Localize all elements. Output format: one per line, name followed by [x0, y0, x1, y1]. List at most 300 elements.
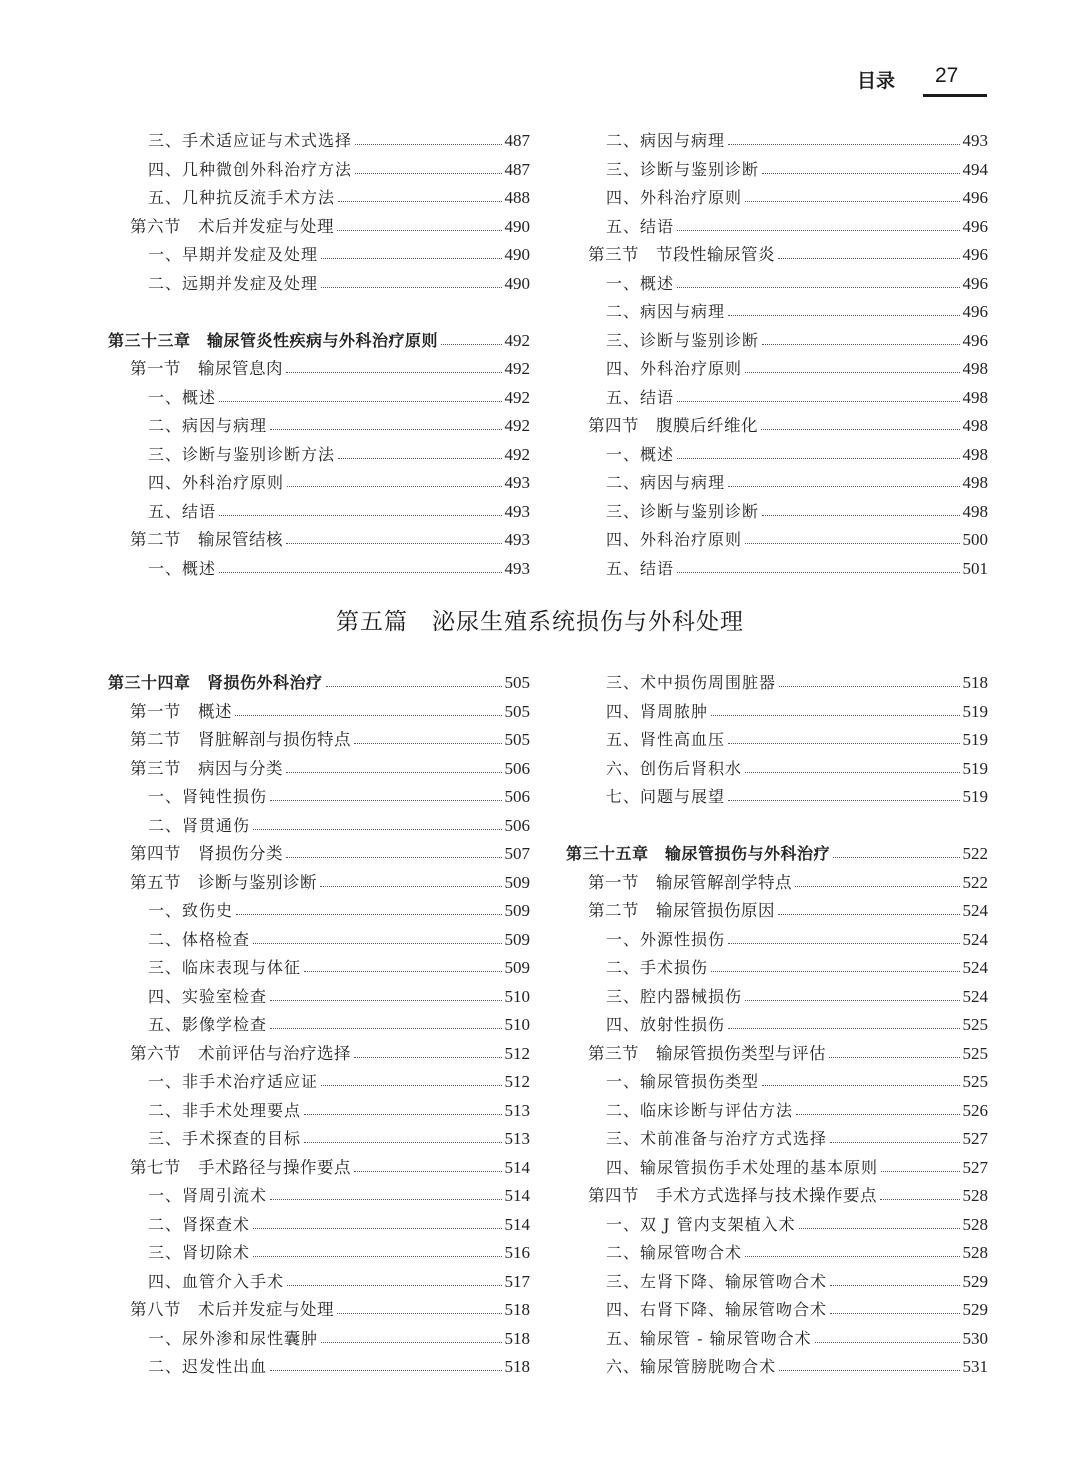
toc-entry-item — [108, 1094, 530, 1122]
dot-leader — [728, 1028, 959, 1029]
dot-leader — [778, 914, 960, 915]
dot-leader — [745, 1256, 959, 1257]
dot-leader — [779, 1370, 959, 1371]
toc-entry-page: 496 — [962, 188, 988, 207]
toc-entry-label: 第一节 概述 — [130, 701, 232, 721]
toc-entry-page: 529 — [962, 1300, 988, 1319]
toc-entry-page: 517 — [504, 1271, 530, 1291]
toc-entry-page: 498 — [962, 473, 988, 492]
toc-entry-section — [108, 352, 530, 380]
toc-entry-label: 第三十五章 输尿管损伤与外科治疗 — [566, 844, 831, 863]
page-number: 27 — [935, 64, 959, 87]
toc-entry-section — [108, 1037, 530, 1065]
dot-leader — [745, 201, 959, 202]
dot-leader — [677, 287, 959, 288]
toc-entry-page: 513 — [504, 1129, 530, 1148]
toc-entry-label: 四、右肾下降、输尿管吻合术 — [606, 1300, 828, 1319]
dot-leader — [321, 287, 501, 288]
toc-entry-section — [108, 210, 530, 238]
toc-entry-page: 518 — [962, 673, 988, 692]
dot-leader — [833, 857, 959, 858]
dot-leader — [677, 401, 959, 402]
toc-entry-item — [566, 381, 988, 409]
dot-leader — [677, 230, 959, 231]
toc-entry-label: 二、迟发性出血 — [148, 1357, 268, 1376]
toc-entry-item — [108, 1065, 530, 1093]
toc-entry-label: 一、尿外渗和尿性囊肿 — [148, 1328, 319, 1348]
toc-entry-label: 第六节 术后并发症与处理 — [130, 216, 334, 236]
dot-leader — [320, 886, 502, 887]
dot-leader — [745, 772, 959, 773]
dot-leader — [830, 1313, 959, 1314]
toc-entry-page: 509 — [504, 958, 530, 977]
toc-entry-page: 522 — [962, 872, 988, 892]
dot-leader — [236, 914, 501, 915]
toc-entry-page: 527 — [962, 1157, 988, 1177]
toc-entry-page: 509 — [504, 901, 530, 920]
toc-entry-label: 六、创伤后肾积水 — [606, 758, 743, 778]
dot-leader — [728, 943, 959, 944]
toc-entry-label: 三、肾切除术 — [148, 1243, 251, 1262]
toc-entry-label: 五、结语 — [606, 216, 675, 236]
toc-entry-item — [108, 466, 530, 494]
toc-entry-section — [108, 1293, 530, 1321]
toc-entry-label: 一、致伤史 — [148, 901, 234, 920]
toc-entry-section — [108, 837, 530, 865]
toc-entry-label: 一、肾周引流术 — [148, 1186, 268, 1205]
toc-entry-section — [566, 866, 988, 894]
toc-entry-page: 528 — [962, 1243, 988, 1262]
toc-entry-page: 501 — [962, 558, 988, 578]
dot-leader — [745, 543, 959, 544]
header-rule — [923, 94, 987, 97]
toc-entry-section — [566, 238, 988, 266]
dot-leader — [880, 1199, 960, 1200]
toc-entry-item — [108, 951, 530, 979]
toc-entry-page: 512 — [504, 1072, 530, 1091]
toc-entry-item — [566, 666, 988, 694]
dot-leader — [270, 1028, 501, 1029]
toc-entry-page: 522 — [962, 844, 988, 863]
toc-entry-label: 五、影像学检查 — [148, 1015, 268, 1034]
toc-entry-item — [566, 1350, 988, 1378]
dot-leader — [219, 401, 501, 402]
toc-entry-label: 三、腔内器械损伤 — [606, 986, 743, 1006]
toc-entry-label: 一、概述 — [606, 273, 675, 293]
toc-entry-label: 四、外科治疗原则 — [606, 359, 743, 378]
toc-entry-section — [566, 1179, 988, 1207]
toc-entry-page: 518 — [504, 1328, 530, 1348]
dot-leader — [337, 230, 502, 231]
toc-entry-item — [566, 210, 988, 238]
dot-leader — [286, 543, 502, 544]
toc-entry-page: 525 — [962, 1072, 988, 1091]
toc-entry-page: 524 — [962, 986, 988, 1006]
toc-entry-item — [108, 894, 530, 922]
dot-leader — [304, 971, 501, 972]
dot-leader — [795, 886, 960, 887]
toc-entry-page: 519 — [962, 730, 988, 749]
toc-entry-item — [566, 324, 988, 352]
toc-entry-label: 二、肾探查术 — [148, 1214, 251, 1234]
toc-entry-page: 492 — [504, 330, 530, 350]
toc-entry-label: 五、结语 — [606, 558, 675, 578]
toc-entry-item — [108, 1236, 530, 1264]
toc-entry-page: 510 — [504, 1015, 530, 1034]
toc-entry-label: 第四节 腹膜后纤维化 — [588, 416, 758, 435]
toc-entry-label: 二、远期并发症及处理 — [148, 273, 319, 293]
toc-entry-label: 三、诊断与鉴别诊断 — [606, 330, 760, 350]
toc-entry-chapter — [108, 324, 530, 352]
toc-entry-label: 二、病因与病理 — [148, 416, 268, 435]
toc-entry-label: 一、肾钝性损伤 — [148, 787, 268, 806]
toc-entry-page: 493 — [504, 530, 530, 549]
toc-entry-item — [108, 1179, 530, 1207]
toc-entry-item — [566, 1208, 988, 1236]
toc-entry-label: 三、诊断与鉴别诊断方法 — [148, 444, 336, 464]
dot-leader — [253, 1256, 501, 1257]
toc-entry-item — [108, 1122, 530, 1150]
dot-leader — [286, 372, 502, 373]
toc-entry-page: 531 — [962, 1357, 988, 1376]
toc-entry-label: 第二节 肾脏解剖与损伤特点 — [130, 730, 351, 749]
dot-leader — [270, 429, 501, 430]
dot-leader — [728, 800, 959, 801]
toc-entry-item — [566, 923, 988, 951]
dot-leader — [354, 1057, 502, 1058]
toc-entry-label: 四、肾周脓肿 — [606, 701, 709, 721]
toc-entry-item — [566, 780, 988, 808]
dot-leader — [815, 1342, 960, 1343]
toc-entry-page: 519 — [962, 758, 988, 778]
dot-leader — [728, 486, 959, 487]
toc-entry-item — [108, 495, 530, 523]
toc-entry-item — [566, 124, 988, 152]
toc-entry-page: 524 — [962, 929, 988, 949]
dot-leader — [235, 715, 502, 716]
toc-entry-page: 525 — [962, 1043, 988, 1063]
page-header — [827, 62, 987, 98]
toc-entry-label: 第一节 输尿管息肉 — [130, 359, 283, 378]
toc-entry-label: 四、外科治疗原则 — [148, 473, 285, 492]
toc-entry-item — [566, 1151, 988, 1179]
dot-leader — [286, 772, 502, 773]
toc-entry-page: 496 — [962, 330, 988, 350]
toc-entry-label: 第三节 病因与分类 — [130, 758, 283, 778]
toc-entry-page: 525 — [962, 1015, 988, 1034]
toc-entry-label: 二、输尿管吻合术 — [606, 1243, 743, 1262]
toc-entry-page: 492 — [504, 416, 530, 435]
toc-entry-item — [566, 552, 988, 580]
toc-entry-item — [108, 980, 530, 1008]
toc-entry-page: 487 — [504, 159, 530, 179]
dot-leader — [762, 173, 959, 174]
toc-entry-label: 三、手术探查的目标 — [148, 1129, 302, 1148]
toc-entry-label: 二、非手术处理要点 — [148, 1100, 302, 1120]
toc-entry-label: 三、左肾下降、输尿管吻合术 — [606, 1271, 828, 1291]
toc-entry-page: 518 — [504, 1357, 530, 1376]
toc-entry-label: 第五节 诊断与鉴别诊断 — [130, 872, 317, 892]
toc-entry-item — [566, 1065, 988, 1093]
dot-leader — [337, 1313, 502, 1314]
toc-entry-item — [566, 1265, 988, 1293]
toc-entry-item — [566, 951, 988, 979]
dot-leader — [711, 715, 959, 716]
toc-entry-label: 四、实验室检查 — [148, 986, 268, 1006]
toc-entry-section — [108, 1151, 530, 1179]
dot-leader — [762, 515, 959, 516]
toc-entry-page: 490 — [504, 273, 530, 293]
dot-leader — [287, 1285, 501, 1286]
toc-entry-label: 四、外科治疗原则 — [606, 188, 743, 207]
toc-entry-page: 518 — [504, 1300, 530, 1319]
toc-column-lower-left — [108, 666, 530, 1386]
toc-entry-page: 490 — [504, 245, 530, 264]
toc-entry-page: 506 — [504, 758, 530, 778]
dot-leader — [761, 429, 960, 430]
dot-leader — [338, 201, 501, 202]
toc-entry-label: 三、临床表现与体征 — [148, 958, 302, 977]
toc-entry-page: 528 — [962, 1186, 988, 1205]
toc-entry-page: 505 — [504, 730, 530, 749]
dot-leader — [355, 144, 501, 145]
dot-leader — [745, 1000, 959, 1001]
dot-leader — [677, 572, 959, 573]
toc-entry-item — [108, 1322, 530, 1350]
toc-entry-label: 四、几种微创外科治疗方法 — [148, 159, 353, 179]
toc-entry-item — [566, 1293, 988, 1321]
toc-entry-page: 494 — [962, 159, 988, 179]
toc-entry-section — [108, 752, 530, 780]
toc-entry-label: 二、病因与病理 — [606, 473, 726, 492]
toc-entry-item — [108, 923, 530, 951]
toc-entry-item — [566, 523, 988, 551]
toc-entry-item — [108, 124, 530, 152]
toc-entry-item — [566, 153, 988, 181]
toc-entry-label: 三、诊断与鉴别诊断 — [606, 159, 760, 179]
dot-leader — [270, 800, 501, 801]
toc-entry-section — [108, 523, 530, 551]
dot-leader — [253, 829, 501, 830]
toc-entry-label: 第一节 输尿管解剖学特点 — [588, 872, 792, 892]
toc-entry-page: 526 — [962, 1100, 988, 1120]
toc-entry-item — [566, 466, 988, 494]
toc-entry-label: 第四节 肾损伤分类 — [130, 844, 283, 863]
dot-leader — [321, 1342, 501, 1343]
toc-entry-item — [108, 238, 530, 266]
toc-entry-label: 一、早期并发症及处理 — [148, 245, 319, 264]
toc-entry-label: 五、几种抗反流手术方法 — [148, 188, 336, 207]
toc-entry-page: 492 — [504, 387, 530, 407]
toc-entry-item — [566, 1122, 988, 1150]
toc-entry-label: 五、结语 — [148, 501, 217, 521]
dot-leader — [321, 258, 501, 259]
dot-leader — [829, 1057, 960, 1058]
toc-entry-item — [108, 780, 530, 808]
toc-entry-item — [566, 438, 988, 466]
dot-leader — [321, 1085, 501, 1086]
dot-leader — [881, 1171, 959, 1172]
toc-entry-label: 第三节 节段性输尿管炎 — [588, 245, 775, 264]
dot-leader — [745, 372, 959, 373]
toc-entry-page: 505 — [504, 701, 530, 721]
toc-entry-page: 493 — [504, 473, 530, 492]
toc-entry-label: 一、概述 — [148, 558, 217, 578]
toc-entry-item — [566, 1236, 988, 1264]
dot-leader — [728, 144, 959, 145]
toc-entry-item — [108, 1008, 530, 1036]
toc-entry-section — [566, 894, 988, 922]
toc-entry-page: 496 — [962, 245, 988, 264]
toc-entry-page: 493 — [504, 501, 530, 521]
toc-entry-label: 第七节 手术路径与操作要点 — [130, 1157, 351, 1177]
toc-entry-page: 519 — [962, 701, 988, 721]
toc-entry-page: 496 — [962, 216, 988, 236]
toc-entry-label: 第三十四章 肾损伤外科治疗 — [108, 673, 323, 692]
toc-entry-page: 509 — [504, 872, 530, 892]
dot-leader — [354, 1171, 502, 1172]
toc-entry-section — [108, 695, 530, 723]
dot-leader — [253, 943, 501, 944]
toc-entry-page: 498 — [962, 501, 988, 521]
dot-leader — [711, 971, 959, 972]
dot-leader — [219, 515, 501, 516]
toc-entry-page: 519 — [962, 787, 988, 806]
toc-entry-label: 二、临床诊断与评估方法 — [606, 1100, 794, 1120]
toc-entry-page: 498 — [962, 359, 988, 378]
toc-entry-section — [108, 866, 530, 894]
toc-entry-label: 三、术中损伤周围脏器 — [606, 673, 777, 692]
toc-entry-item — [566, 1008, 988, 1036]
dot-leader — [304, 1142, 501, 1143]
toc-entry-label: 一、概述 — [606, 444, 675, 464]
toc-entry-page: 514 — [504, 1214, 530, 1234]
toc-entry-page: 514 — [504, 1186, 530, 1205]
toc-entry-page: 509 — [504, 929, 530, 949]
toc-entry-page: 529 — [962, 1271, 988, 1291]
toc-entry-item — [108, 809, 530, 837]
toc-entry-page: 488 — [504, 188, 530, 207]
toc-entry-item — [108, 153, 530, 181]
dot-leader — [830, 1142, 959, 1143]
toc-entry-item — [566, 980, 988, 1008]
toc-entry-label: 二、病因与病理 — [606, 302, 726, 321]
dot-leader — [286, 857, 502, 858]
toc-entry-label: 第二节 输尿管结核 — [130, 530, 283, 549]
toc-entry-item — [108, 409, 530, 437]
toc-entry-label: 第三十三章 输尿管炎性疾病与外科治疗原则 — [108, 330, 439, 350]
toc-entry-page: 496 — [962, 302, 988, 321]
toc-entry-page: 506 — [504, 815, 530, 835]
dot-leader — [778, 258, 960, 259]
toc-entry-label: 三、术前准备与治疗方式选择 — [606, 1129, 828, 1148]
part-title: 第五篇 泌尿生殖系统损伤与外科处理 — [336, 609, 744, 635]
toc-entry-item — [566, 267, 988, 295]
dot-leader — [728, 743, 959, 744]
toc-entry-page: 490 — [504, 216, 530, 236]
toc-entry-label: 第八节 术后并发症与处理 — [130, 1300, 334, 1319]
toc-entry-label: 二、手术损伤 — [606, 958, 709, 977]
toc-entry-label: 第六节 术前评估与治疗选择 — [130, 1043, 351, 1063]
toc-entry-label: 二、肾贯通伤 — [148, 815, 251, 835]
toc-entry-page: 498 — [962, 387, 988, 407]
dot-leader — [830, 1285, 959, 1286]
toc-entry-label: 四、外科治疗原则 — [606, 530, 743, 549]
toc-entry-page: 507 — [504, 844, 530, 863]
dot-leader — [779, 686, 959, 687]
toc-entry-page: 528 — [962, 1214, 988, 1234]
toc-entry-page: 498 — [962, 416, 988, 435]
toc-entry-item — [566, 352, 988, 380]
toc-entry-item — [566, 695, 988, 723]
toc-entry-page: 524 — [962, 958, 988, 977]
toc-entry-label: 五、肾性高血压 — [606, 730, 726, 749]
dot-leader — [338, 458, 501, 459]
dot-leader — [219, 572, 501, 573]
toc-entry-label: 三、诊断与鉴别诊断 — [606, 501, 760, 521]
toc-entry-page: 506 — [504, 787, 530, 806]
toc-entry-section — [108, 723, 530, 751]
toc-entry-label: 第二节 输尿管损伤原因 — [588, 901, 775, 920]
toc-entry-item — [566, 723, 988, 751]
dot-leader — [728, 315, 959, 316]
toc-entry-item — [108, 1265, 530, 1293]
toc-entry-page: 527 — [962, 1129, 988, 1148]
toc-entry-item — [566, 752, 988, 780]
toc-entry-page: 493 — [962, 131, 988, 150]
toc-entry-page: 487 — [504, 131, 530, 150]
toc-entry-label: 一、双 J 管内支架植入术 — [606, 1214, 796, 1234]
toc-column-upper-right — [566, 124, 988, 584]
dot-leader — [270, 1000, 501, 1001]
toc-entry-page: 496 — [962, 273, 988, 293]
dot-leader — [677, 458, 959, 459]
toc-entry-label: 三、手术适应证与术式选择 — [148, 131, 353, 150]
dot-leader — [270, 1370, 501, 1371]
dot-leader — [270, 1199, 501, 1200]
toc-entry-item — [108, 267, 530, 295]
toc-entry-label: 五、结语 — [606, 387, 675, 407]
toc-entry-item — [108, 181, 530, 209]
toc-entry-chapter — [566, 837, 988, 865]
toc-entry-page: 505 — [504, 673, 530, 692]
toc-entry-page: 492 — [504, 359, 530, 378]
dot-leader — [762, 344, 959, 345]
dot-leader — [354, 743, 502, 744]
dot-leader — [441, 344, 501, 345]
toc-entry-label: 第三节 输尿管损伤类型与评估 — [588, 1043, 826, 1063]
toc-entry-label: 一、外源性损伤 — [606, 929, 726, 949]
toc-entry-label: 二、病因与病理 — [606, 131, 726, 150]
toc-entry-page: 498 — [962, 444, 988, 464]
toc-entry-item — [108, 381, 530, 409]
toc-column-upper-left — [108, 124, 530, 584]
dot-leader — [799, 1228, 960, 1229]
toc-entry-item — [566, 1094, 988, 1122]
toc-entry-page: 516 — [504, 1243, 530, 1262]
toc-entry-item — [566, 495, 988, 523]
toc-entry-label: 四、血管介入手术 — [148, 1271, 285, 1291]
toc-entry-item — [566, 295, 988, 323]
toc-entry-page: 513 — [504, 1100, 530, 1120]
toc-entry-label: 四、输尿管损伤手术处理的基本原则 — [606, 1157, 879, 1177]
dot-leader — [326, 686, 502, 687]
toc-entry-label: 七、问题与展望 — [606, 787, 726, 806]
toc-entry-label: 一、非手术治疗适应证 — [148, 1072, 319, 1091]
toc-column-lower-right — [566, 666, 988, 1386]
dot-leader — [796, 1114, 959, 1115]
dot-leader — [762, 1085, 959, 1086]
